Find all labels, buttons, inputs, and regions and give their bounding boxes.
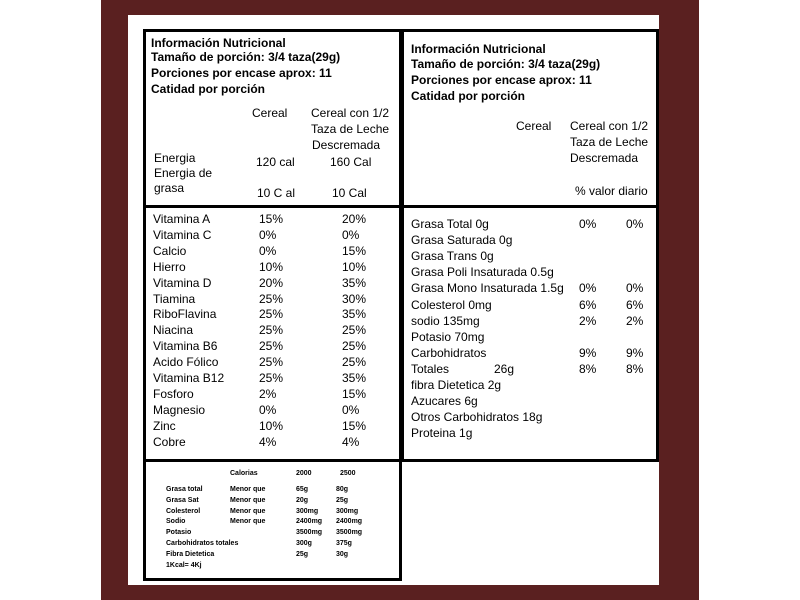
vitamin-milk-value: 35% (342, 371, 367, 385)
nutrient-cereal-value: 8% (579, 361, 597, 376)
vitamin-cereal-value: 25% (259, 355, 284, 370)
energy-label: Energia (154, 151, 196, 165)
footnote-qualifier: Menor que (230, 486, 266, 493)
vitamin-cereal-value: 25% (259, 307, 284, 322)
vitamin-name: Niacina (153, 323, 194, 338)
footnote-value-2000: 20g (296, 496, 309, 504)
nutrition-header-left (143, 29, 402, 208)
nutrient-name: Grasa Mono Insaturada 1.5g (411, 281, 564, 296)
nutrient-name: Carbohidratos (411, 345, 487, 360)
servings-per-container: Porciones por encase aprox: 11 (151, 66, 332, 80)
serving-size: Tamaño de porción: 3/4 taza(29g) (411, 57, 601, 71)
vitamin-milk-value: 10% (342, 259, 367, 274)
panel-title: Información Nutricional (411, 42, 546, 56)
nutrient-cereal-value: 0% (579, 217, 597, 231)
vitamin-name: Acido Fólico (153, 355, 219, 370)
nutrient-cereal-value: 0% (579, 281, 597, 296)
nutrition-header-right (401, 29, 659, 208)
vitamin-name: Calcio (153, 243, 187, 258)
energy-cereal: 120 cal (256, 155, 295, 169)
vitamin-milk-value: 15% (342, 386, 367, 401)
servings-per-container: Porciones por encase aprox: 11 (411, 73, 592, 87)
vitamin-cereal-value: 20% (259, 275, 284, 290)
footnote-label: Fibra Dietetica (166, 550, 215, 558)
footnote-label: Potasio (166, 529, 192, 537)
footnote-header-2000: 2000 (296, 470, 312, 477)
nutrient-milk-value: 0% (626, 217, 644, 231)
vitamin-name: Magnesio (153, 402, 206, 417)
col-header-cereal: Cereal (252, 106, 288, 120)
nutrient-cereal-value: 6% (579, 297, 597, 312)
amount-per-serving: Catidad por porción (411, 89, 525, 103)
footnote-label: Colesterol (166, 507, 201, 515)
nutrient-name: Otros Carbohidratos 18g (411, 410, 543, 425)
vitamins-box (143, 205, 402, 462)
fat-energy-milk: 10 Cal (332, 186, 367, 200)
vitamin-milk-value: 4% (342, 434, 360, 449)
vitamin-name: Vitamina B12 (153, 371, 225, 385)
col-header-milk: Taza de Leche (311, 122, 390, 136)
footnote-value-2000: 65g (296, 486, 309, 493)
nutrient-name: Grasa Total 0g (411, 217, 489, 231)
col-header-milk: Cereal con 1/2 (311, 106, 390, 120)
vitamin-milk-value: 25% (342, 355, 367, 370)
footnote-value-2000: 300g (296, 540, 312, 547)
vitamin-milk-value: 20% (342, 212, 367, 226)
vitamin-milk-value: 0% (342, 402, 360, 417)
footnote-label: Carbohidratos totales (166, 540, 239, 547)
footnote-value-2500: 3500mg (336, 529, 363, 537)
vitamin-name: Tiamina (153, 291, 196, 306)
vitamin-name: Vitamina D (153, 275, 212, 290)
nutrient-milk-value: 2% (626, 313, 644, 328)
vitamin-name: Vitamina A (153, 212, 211, 226)
nutrients-box (401, 205, 659, 462)
nutrient-name: Colesterol 0mg (411, 297, 492, 312)
daily-value-label: % valor diario (575, 184, 648, 198)
footnote-value-2500: 300mg (336, 507, 359, 515)
fat-energy-label: grasa (154, 181, 185, 195)
nutrient-name: Grasa Poli Insaturada 0.5g (411, 265, 554, 280)
vitamin-cereal-value: 0% (259, 402, 277, 417)
nutrient-cereal-value: 2% (579, 313, 597, 328)
nutrient-milk-value: 6% (626, 297, 644, 312)
vitamin-cereal-value: 2% (259, 386, 277, 401)
vitamin-name: Zinc (153, 418, 176, 433)
vitamin-cereal-value: 4% (259, 434, 277, 449)
nutrient-name: Grasa Saturada 0g (411, 233, 513, 248)
footnote-value-2000: 3500mg (296, 529, 323, 537)
vitamin-milk-value: 35% (342, 307, 367, 322)
vitamin-milk-value: 25% (342, 323, 367, 338)
nutrient-milk-value: 0% (626, 281, 644, 296)
vitamin-name: Cobre (153, 434, 186, 449)
vitamin-cereal-value: 0% (259, 227, 277, 242)
footnote-header-2500: 2500 (340, 470, 356, 477)
nutrient-milk-value: 8% (626, 361, 644, 376)
vitamin-milk-value: 0% (342, 227, 360, 242)
footnote-value-2500: 30g (336, 550, 349, 558)
vitamin-name: Vitamina B6 (153, 339, 218, 354)
footnote-qualifier: Menor que (230, 507, 266, 515)
footnote-qualifier: Menor que (230, 496, 266, 504)
vitamin-milk-value: 15% (342, 243, 367, 258)
nutrient-cereal-value: 9% (579, 345, 597, 360)
nutrient-name: Totales (411, 361, 450, 376)
vitamin-milk-value: 30% (342, 291, 367, 306)
footnote-value-2500: 80g (336, 486, 349, 493)
col-header-milk: Cereal con 1/2 (570, 119, 649, 133)
vitamin-milk-value: 25% (342, 339, 367, 354)
footnote-value-2500: 375g (336, 540, 352, 547)
nutrient-amount: 26g (494, 361, 515, 376)
nutrient-milk-value: 9% (626, 345, 644, 360)
col-header-cereal: Cereal (516, 119, 552, 133)
col-header-milk: Descremada (312, 138, 381, 152)
vitamin-name: Hierro (153, 259, 186, 274)
fat-energy-cereal: 10 C al (257, 186, 296, 200)
nutrient-name: Azucares 6g (411, 394, 478, 409)
nutrient-name: sodio 135mg (411, 313, 480, 328)
footnote-value-2500: 25g (336, 496, 349, 504)
footnote-conversion: 1Kcal= 4Kj (166, 562, 202, 569)
footnote-box (143, 459, 402, 581)
vitamin-cereal-value: 0% (259, 243, 277, 258)
vitamin-cereal-value: 15% (259, 212, 284, 226)
nutrient-name: Potasio 70mg (411, 329, 485, 344)
panel-title: Información Nutricional (151, 36, 286, 50)
footnote-qualifier: Menor que (230, 518, 266, 526)
vitamin-name: Fosforo (153, 386, 194, 401)
serving-size: Tamaño de porción: 3/4 taza(29g) (151, 50, 341, 64)
col-header-milk: Descremada (570, 151, 639, 165)
vitamin-name: RiboFlavina (153, 307, 217, 322)
vitamin-name: Vitamina C (153, 227, 212, 242)
nutrient-name: Proteina 1g (411, 426, 473, 441)
energy-milk: 160 Cal (330, 155, 372, 169)
vitamin-cereal-value: 25% (259, 291, 284, 306)
vitamin-cereal-value: 25% (259, 339, 284, 354)
footnote-header-calories: Calorias (230, 470, 258, 477)
footnote-value-2000: 300mg (296, 507, 319, 515)
nutrient-name: Grasa Trans 0g (411, 249, 494, 264)
footnote-value-2000: 2400mg (296, 518, 323, 526)
fat-energy-label: Energia de (154, 166, 213, 180)
amount-per-serving: Catidad por porción (151, 82, 265, 96)
vitamin-milk-value: 15% (342, 418, 367, 433)
col-header-milk: Taza de Leche (570, 135, 649, 149)
footnote-value-2000: 25g (296, 550, 309, 558)
footnote-value-2500: 2400mg (336, 518, 363, 526)
vitamin-cereal-value: 25% (259, 371, 284, 385)
footnote-label: Grasa Sat (166, 496, 199, 504)
vitamin-cereal-value: 10% (259, 418, 284, 433)
nutrient-name: fibra Dietetica 2g (411, 378, 502, 392)
vitamin-cereal-value: 25% (259, 323, 284, 338)
footnote-label: Grasa total (166, 486, 203, 493)
footnote-label: Sodio (166, 518, 186, 526)
vitamin-milk-value: 35% (342, 275, 367, 290)
vitamin-cereal-value: 10% (259, 259, 284, 274)
